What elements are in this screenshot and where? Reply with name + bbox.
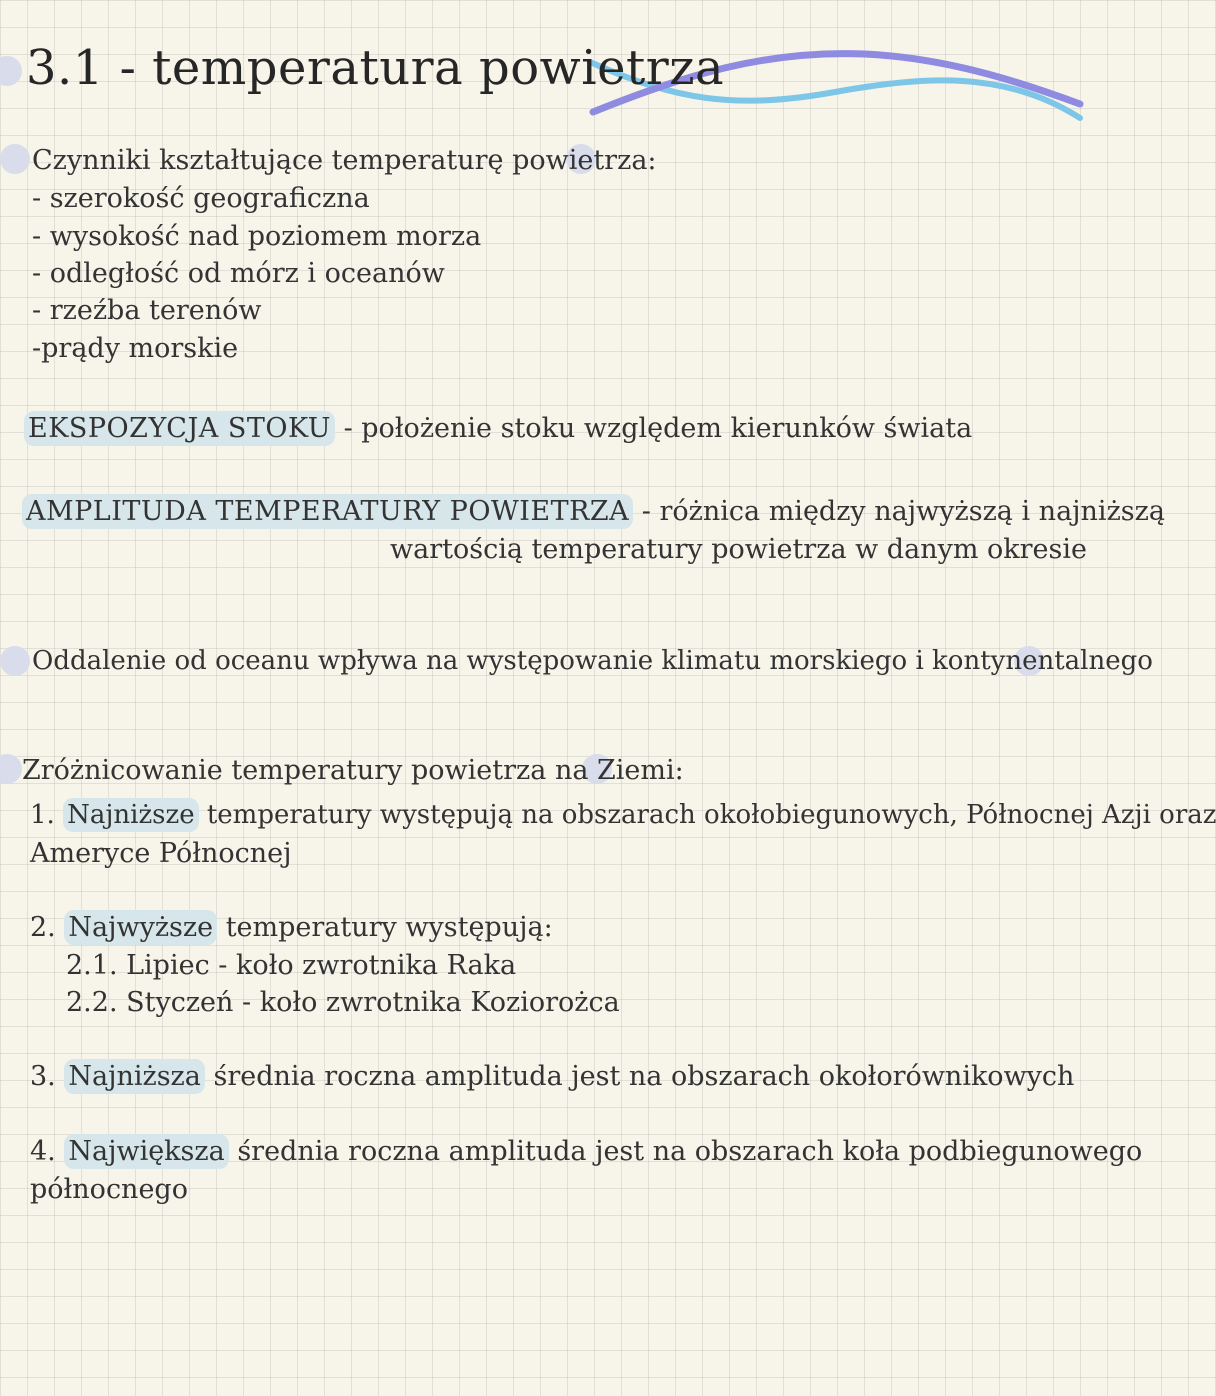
point-2-sub-1: 2.1. Lipiec - koło zwrotnika Raka — [66, 950, 517, 981]
point-3-highlight: Najniższa — [64, 1059, 205, 1094]
factors-heading: Czynniki kształtujące temperaturę powietrza: — [32, 145, 657, 176]
exposure-definition — [24, 413, 972, 444]
amplitude-definition — [22, 496, 1165, 527]
factor-item: - szerokość geograficzna — [32, 183, 370, 214]
point-4-text: średnia roczna amplituda jest na obszarach koła podbiegunowego — [237, 1136, 1143, 1167]
factor-item: - wysokość nad poziomem morza — [32, 221, 482, 252]
point-1 — [30, 800, 1216, 830]
decor-dot — [0, 646, 30, 676]
point-3-number: 3. — [30, 1061, 56, 1092]
point-2-text: temperatury występują: — [225, 912, 553, 943]
amplitude-def-1: - różnica między najwyższą i najniższą — [641, 496, 1165, 527]
exposure-def: - położenie stoku względem kierunków świata — [343, 413, 973, 444]
point-1-text: temperatury występują na obszarach okołobiegunowych, Północnej Azji oraz — [206, 800, 1216, 830]
amplitude-def-2: wartością temperatury powietrza w danym okresie — [390, 534, 1087, 565]
point-2-number: 2. — [30, 912, 56, 943]
point-4-highlight: Największa — [64, 1134, 228, 1169]
amplitude-term: AMPLITUDA TEMPERATURY POWIETRZA — [22, 494, 633, 529]
point-1-highlight: Najniższe — [63, 798, 199, 832]
decor-dot — [0, 144, 30, 174]
point-3-text: średnia roczna amplituda jest na obszarach okołorównikowych — [213, 1061, 1075, 1092]
ocean-note: Oddalenie od oceanu wpływa na występowanie klimatu morskiego i kontynentalnego — [32, 646, 1153, 676]
factor-item: -prądy morskie — [32, 333, 239, 364]
point-4-number: 4. — [30, 1136, 56, 1167]
point-4 — [30, 1136, 1142, 1167]
factor-item: - odległość od mórz i oceanów — [32, 258, 445, 289]
decor-dot — [0, 56, 22, 86]
point-2-sub-2: 2.2. Styczeń - koło zwrotnika Koziorożca — [66, 987, 620, 1018]
point-1-line2: Ameryce Północnej — [30, 838, 292, 869]
exposure-term: EKSPOZYCJA STOKU — [24, 411, 335, 446]
point-2-highlight: Najwyższe — [64, 910, 217, 945]
point-2 — [30, 912, 553, 943]
point-4-line2: północnego — [30, 1174, 188, 1205]
differentiation-heading: Zróżnicowanie temperatury powietrza na Ziemi: — [22, 755, 684, 786]
point-1-number: 1. — [30, 800, 55, 830]
point-3 — [30, 1061, 1074, 1092]
page-title: 3.1 - temperatura powietrza — [26, 40, 725, 96]
factor-item: - rzeźba terenów — [32, 295, 262, 326]
decor-dot — [0, 754, 22, 784]
